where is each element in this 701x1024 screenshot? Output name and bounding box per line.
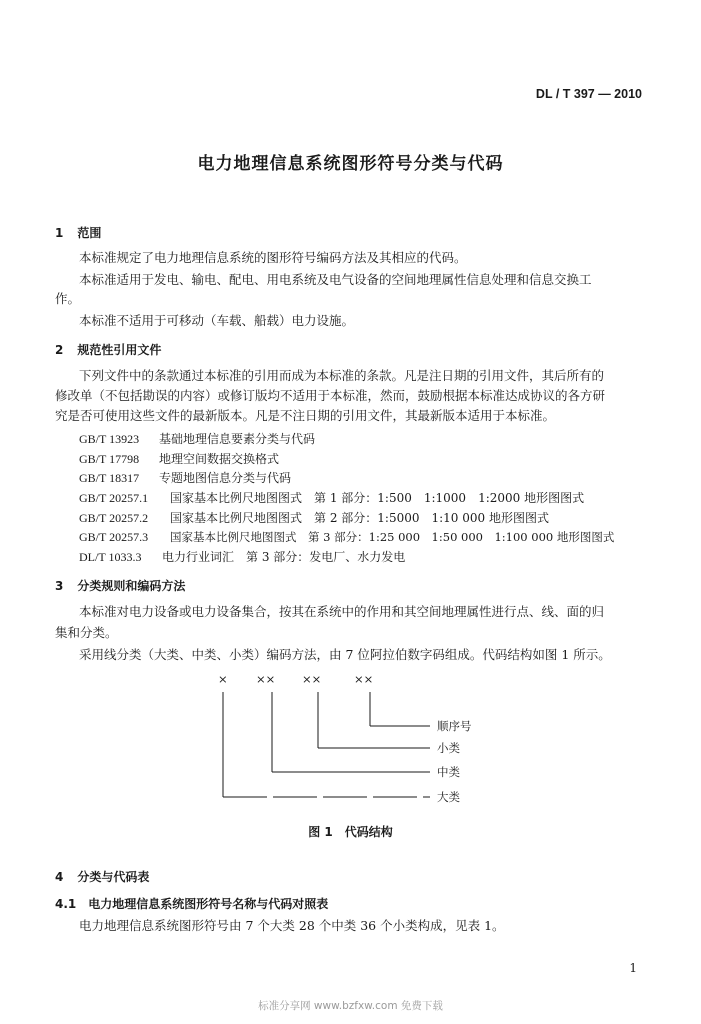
reference-number: GB/T 13923 xyxy=(79,432,140,446)
paragraph-continuation: 作。 xyxy=(55,291,81,306)
reference-title: 国家基本比例尺地图图式 第 2 部分：1:5000 1:10 000 地形图图式 xyxy=(170,511,549,525)
paragraph: 本标准适用于发电、输电、配电、用电系统及电气设备的空间地理属性信息处理和信息交换工 xyxy=(79,272,592,287)
reference-number: GB/T 20257.1 xyxy=(79,491,149,505)
reference-number: GB/T 20257.2 xyxy=(79,511,149,525)
page-title: 电力地理信息系统图形符号分类与代码 xyxy=(197,154,504,174)
reference-title: 专题地图信息分类与代码 xyxy=(159,471,292,485)
diagram-label: 小类 xyxy=(437,741,460,755)
section-number: 2 xyxy=(55,343,64,357)
code-mark: ×× xyxy=(354,672,374,686)
section-number: 3 xyxy=(55,579,64,593)
section-title: 分类与代码表 xyxy=(77,870,150,884)
reference-number: GB/T 20257.3 xyxy=(79,530,149,544)
paragraph: 本标准不适用于可移动（车载、船载）电力设施。 xyxy=(79,313,355,328)
diagram-label: 顺序号 xyxy=(437,719,472,733)
section-number: 4 xyxy=(55,870,64,884)
paragraph: 电力地理信息系统图形符号由 7 个大类 28 个中类 36 个小类构成，见表 1。 xyxy=(79,918,505,933)
reference-title: 电力行业词汇 第 3 部分：发电厂、水力发电 xyxy=(162,550,406,564)
paragraph: 下列文件中的条款通过本标准的引用而成为本标准的条款。凡是注日期的引用文件，其后所有的 xyxy=(79,368,605,383)
reference-title: 国家基本比例尺地图图式 第 1 部分：1:500 1:1000 1:2000 地形图图式 xyxy=(170,491,585,505)
reference-number: GB/T 18317 xyxy=(79,471,140,485)
section-title: 规范性引用文件 xyxy=(77,343,162,357)
page-number: 1 xyxy=(629,961,637,975)
paragraph: 采用线分类（大类、中类、小类）编码方法，由 7 位阿拉伯数字码组成。代码结构如图 1 所示。 xyxy=(79,647,611,662)
section-title: 范围 xyxy=(77,226,102,240)
section-number: 1 xyxy=(55,226,64,240)
reference-title: 国家基本比例尺地图图式 第 3 部分：1:25 000 1:50 000 1:100 000 地形图图式 xyxy=(170,530,615,544)
code-mark: ×× xyxy=(256,672,276,686)
figure-caption: 图 1 代码结构 xyxy=(308,825,393,839)
reference-title: 基础地理信息要素分类与代码 xyxy=(159,432,316,446)
subsection-number: 4.1 xyxy=(55,897,77,911)
paragraph: 本标准规定了电力地理信息系统的图形符号编码方法及其相应的代码。 xyxy=(79,250,467,265)
reference-number: GB/T 17798 xyxy=(79,452,140,466)
paragraph: 本标准对电力设备或电力设备集合，按其在系统中的作用和其空间地理属性进行点、线、面的归 xyxy=(79,604,605,619)
subsection-4-1-heading xyxy=(55,895,328,912)
diagram-label: 大类 xyxy=(437,790,460,804)
section-4-heading xyxy=(55,868,149,885)
paragraph-continuation: 修改单（不包括勘误的内容）或修订版均不适用于本标准，然而，鼓励根据本标准达成协议的各方研 xyxy=(55,388,606,403)
watermark: 标准分享网 www.bzfxw.com 免费下载 xyxy=(258,1000,443,1012)
subsection-title: 电力地理信息系统图形符号名称与代码对照表 xyxy=(88,897,329,911)
reference-title: 地理空间数据交换格式 xyxy=(159,452,280,466)
diagram-label: 中类 xyxy=(437,765,460,779)
code-mark: ×× xyxy=(302,672,322,686)
section-title: 分类规则和编码方法 xyxy=(77,579,186,593)
code-mark: × xyxy=(218,672,228,686)
paragraph-continuation: 集和分类。 xyxy=(55,625,118,640)
paragraph-continuation: 究是否可使用这些文件的最新版本。凡是不注日期的引用文件，其最新版本适用于本标准。 xyxy=(55,408,556,423)
reference-number: DL/T 1033.3 xyxy=(79,550,142,564)
document-code: DL / T 397 — 2010 xyxy=(535,87,642,101)
